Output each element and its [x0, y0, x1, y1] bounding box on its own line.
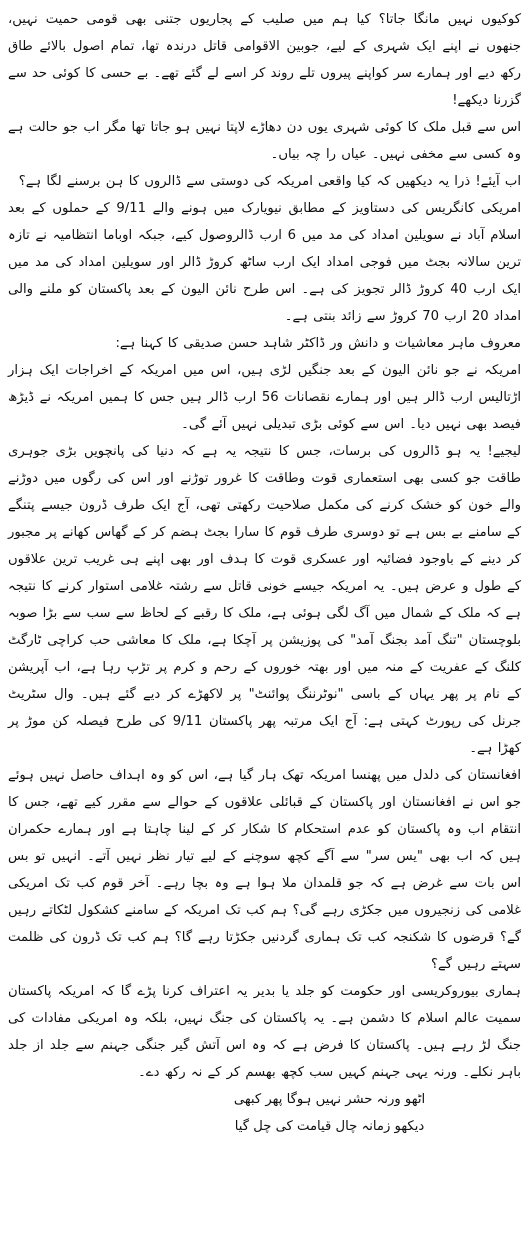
paragraph-2: اس سے قبل ملک کا کوئی شہری یوں دن دھاڑے لاپتا نہیں ہو جاتا تھا مگر اب جو حالت ہے وہ کسی سے مخفی نہیں۔ عیاں را چہ بیاں۔ [8, 120, 521, 162]
verse-line-1: اٹھو ورنہ حشر نہیں ہوگا پھر کبھی [233, 1092, 426, 1107]
paragraph-1: کوکیوں نہیں مانگا جاتا؟ کیا ہم میں صلیب کے پجاریوں جتنی بھی قومی حمیت نہیں، جنھوں نے اپنے ایک شہری کے لیے، جوبین الاقوامی قاتل درندہ تھا، تمام اصول بالائے طاق رکھ دیے اور ہمارے سر کواپنے پیروں تلے روند کر اسے لے گئے تھے۔ بے حسی کا کوئی حد سے گزرنا دیکھے! [8, 12, 521, 108]
paragraph-8: افغانستان کی دلدل میں پھنسا امریکہ تھک ہار گیا ہے، اس کو وہ اہداف حاصل نہیں ہوئے جو اس نے افغانستان اور پاکستان کے قبائلی علاقوں کے حوالے سے مقرر کیے تھے، جس کا انتقام اب وہ پاکستان کو عدم استحکام کا شکار کر کے لینا چاہتا ہے اور ہمارے حکمران ہیں کہ اب بھی "یس سر" سے آگے کچھ سوچنے کے لیے تیار نظر نہیں آتے۔ انہیں تو بس اس بات سے غرض ہے کہ جو قلمدان ملا ہوا ہے وہ بچا رہے۔ آخر قوم کب تک امریکی غلامی کی زنجیروں میں جکڑی رہے گی؟ ہم کب تک امریکہ کے سامنے کشکول لٹکاتے رہیں گے؟ قرضوں کا شکنجہ کب تک ہماری گردنیں جکڑتا رہے گا؟ ہم کب تک ڈرون کی ظلمت سہتے رہیں گے؟ [8, 768, 521, 972]
paragraph-4: امریکی کانگریس کی دستاویز کے مطابق نیویارک میں ہونے والے 9/11 کے حملوں کے بعد اسلام آباد نے سویلین امداد کی مد میں 6 ارب ڈالروصول کیے، جبکہ اوباما انتظامیہ نے تازہ ترین سالانہ بجٹ میں فوجی امداد ایک ارب ساٹھ کروڑ ڈالر اور سویلین امداد کی مد میں ایک ارب 40 کروڑ ڈالر تجویز کی ہے۔ اس طرح نائن الیون کے بعد پاکستان کو ملنے والی امداد 20 ارب 70 کروڑ سے زائد بنتی ہے۔ [8, 201, 522, 324]
paragraph-7: لیجیے! یہ ہو ڈالروں کی برسات، جس کا نتیجہ یہ ہے کہ دنیا کی پانچویں بڑی جوہری طاقت جو کسی بھی استعماری قوت وطاقت کا غرور توڑنے اور اس کی رگوں میں دوڑنے والے خون کو خشک کرنے کی مکمل صلاحیت رکھتی تھی، آج ایک طرف ڈرون جیسے پتنگے کے سامنے بے بس ہے تو دوسری طرف قوم کا سارا بجٹ ہضم کر کے گھاس کھانے پر مجبور کر دینے کے باوجود فضائیہ اور عسکری قوت کا ہدف اور بھی اپنے ہی غریب ترین علاقوں کے طول و عرض ہیں۔ یہ امریکہ جیسے خونی قاتل سے رشتہ غلامی استوار کرنے کا نتیجہ ہے کہ ملک کے شمال میں آگ لگی ہوئی ہے، ملک کا رقبے کے لحاظ سے سب سے بڑا صوبہ بلوچستان "تنگ آمد بجنگ آمد" کی پوزیشن پر آچکا ہے، ملک کا معاشی حب کراچی ٹارگٹ کلنگ کے عفریت کے منہ میں اور بھتہ خوروں کے رحم و کرم پر تڑپ رہا ہے، اب آپریشن کے نام پر پھر یہاں کے باسی "نوٹرننگ پوائنٹ" پر لاکھڑے کر دیے گئے ہیں۔ وال سٹریٹ جرنل کی رپورٹ کہتی ہے: آج ایک مرتبہ پھر پاکستان 9/11 کی طرح فیصلہ کن موڑ پر کھڑا ہے۔ [8, 444, 521, 756]
paragraph-9: ہماری بیوروکریسی اور حکومت کو جلد یا بدیر یہ اعتراف کرنا پڑے گا کہ امریکہ پاکستان سمیت عالم اسلام کا دشمن ہے۔ یہ پاکستان کی جنگ نہیں، بلکہ وہ امریکی مفادات کی جنگ لڑ رہے ہیں۔ پاکستان کا فرض ہے کہ وہ اس آتش گیر جنگی جہنم سے جلد از جلد باہر نکلے۔ ورنہ یہی جہنم کہیں سب کچھ بھسم کر کے نہ رکھ دے۔ [8, 984, 521, 1080]
verse-line-2: دیکھو زمانہ چال قیامت کی چل گیا [234, 1119, 425, 1134]
paragraph-5: معروف ماہر معاشیات و دانش ور ڈاکٹر شاہد حسن صدیقی کا کہنا ہے: [115, 336, 521, 351]
paragraph-3: اب آیئے! ذرا یہ دیکھیں کہ کیا واقعی امریکہ کی دوستی سے ڈالروں کا ہن برسنے لگا ہے؟ [18, 174, 521, 189]
quote-paragraph: امریکہ نے جو نائن الیون کے بعد جنگیں لڑی ہیں، اس میں امریکہ کے اخراجات ایک ہزار اڑتالیس ارب ڈالر ہیں اور ہمارے نقصانات 56 ارب ڈالر ہیں جس کا ہمیں امریکہ نے ڈیڑھ فیصد بھی نہیں دیا۔ اس سے کوئی بڑی تبدیلی نہیں آئے گی۔ [8, 363, 521, 432]
